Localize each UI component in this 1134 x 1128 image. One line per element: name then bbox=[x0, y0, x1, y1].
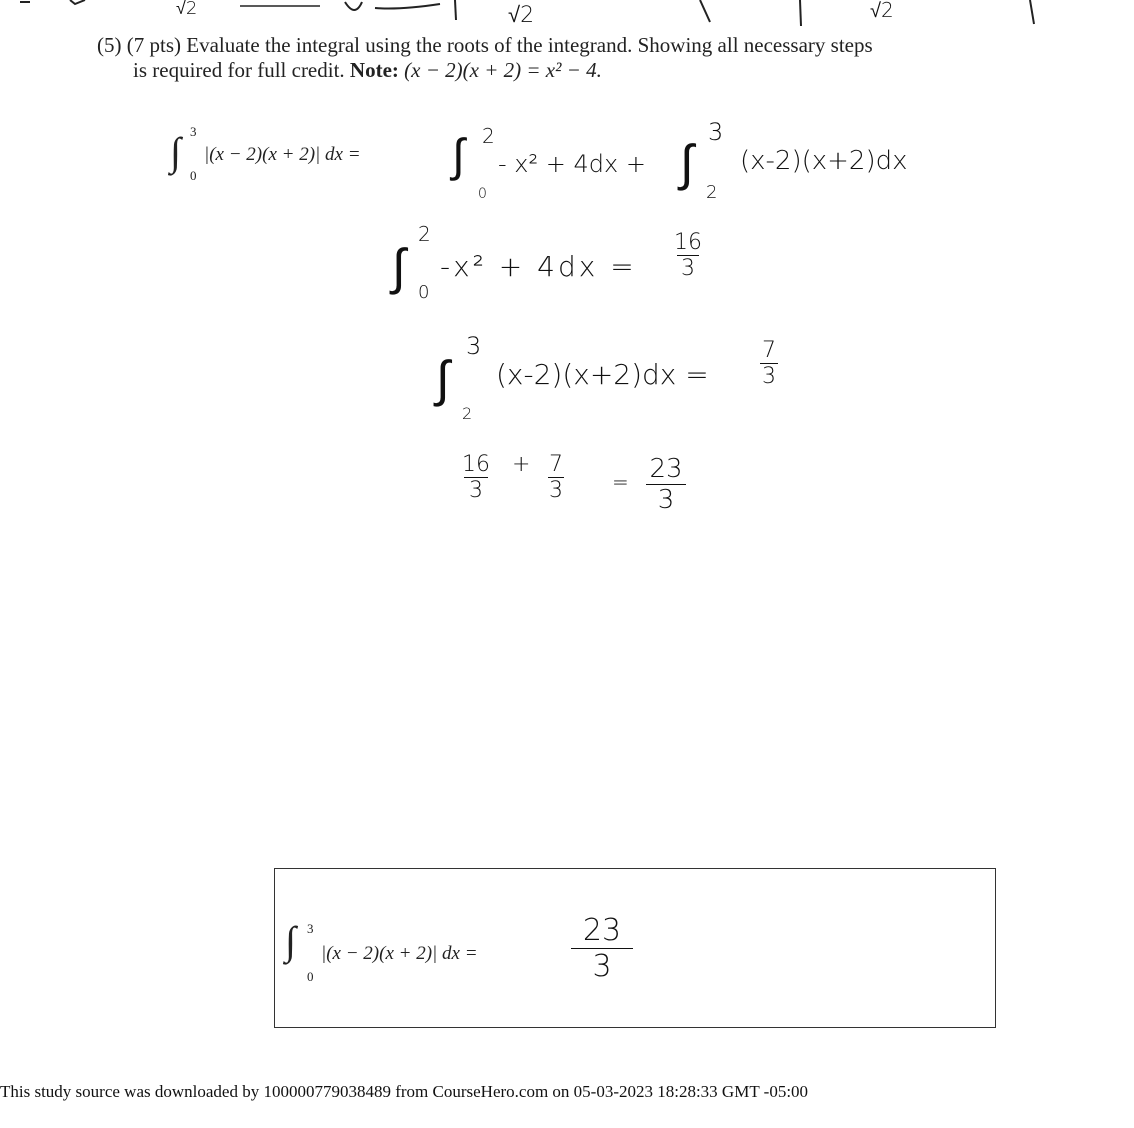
work1-a-body: - x² + 4dx + bbox=[498, 150, 646, 178]
work1-a-lower: 0 bbox=[478, 186, 487, 202]
work4-frac-a bbox=[462, 452, 490, 503]
problem-number: (5) bbox=[97, 33, 122, 57]
work4-b-num: 7 bbox=[549, 452, 563, 477]
work3-result bbox=[760, 338, 778, 389]
work1-integral-b: ∫ bbox=[680, 134, 694, 192]
work2-result-den: 3 bbox=[681, 256, 695, 281]
work2-body: -x² + 4dx = bbox=[440, 250, 637, 283]
work1-a-upper: 2 bbox=[482, 124, 495, 148]
integral-lower: 0 bbox=[190, 168, 197, 183]
answer-box bbox=[274, 868, 996, 1028]
problem-text-2: is required for full credit. bbox=[133, 58, 345, 82]
problem-statement-line2 bbox=[133, 58, 602, 83]
answer-integral-sign: ∫ bbox=[285, 918, 296, 963]
work2-lower: 0 bbox=[418, 282, 430, 303]
work2-result-num: 16 bbox=[674, 230, 702, 255]
work4-a-num: 16 bbox=[462, 452, 490, 477]
work1-b-upper: 3 bbox=[708, 118, 724, 146]
scrap-sqrt-right: √2 bbox=[870, 0, 894, 22]
work3-result-num: 7 bbox=[762, 338, 776, 363]
download-footer: This study source was downloaded by 100000779038489 from CourseHero.com on 05-03-2023 18:28:33 GMT -05:00 bbox=[0, 1082, 809, 1101]
work4-b-den: 3 bbox=[549, 478, 563, 503]
answer-integrand: |(x − 2)(x + 2)| dx = bbox=[321, 943, 478, 964]
work4-result-den: 3 bbox=[657, 485, 675, 515]
note-label: Note: bbox=[349, 58, 399, 82]
work2-upper: 2 bbox=[418, 222, 431, 246]
work2-result bbox=[674, 230, 702, 281]
problem-text-1: Evaluate the integral using the roots of the integrand. Showing all necessary steps bbox=[186, 33, 873, 57]
work3-upper: 3 bbox=[466, 332, 482, 360]
scrap-sqrt-left: √2 bbox=[176, 0, 198, 19]
integral-upper: 3 bbox=[190, 124, 197, 139]
work1-integral-a: ∫ bbox=[452, 128, 465, 182]
work1-b-lower: 2 bbox=[706, 182, 718, 203]
answer-result bbox=[571, 913, 633, 984]
work4-frac-b bbox=[548, 452, 564, 503]
work4-result-num: 23 bbox=[649, 454, 683, 484]
work3-lower: 2 bbox=[462, 404, 473, 423]
scrap-strokes bbox=[0, 0, 1134, 30]
work4-result bbox=[646, 454, 686, 515]
answer-num: 23 bbox=[582, 913, 622, 948]
answer-upper: 3 bbox=[307, 921, 314, 936]
work3-body: (x-2)(x+2)dx = bbox=[496, 358, 709, 391]
work3-result-den: 3 bbox=[762, 364, 776, 389]
problem-points: (7 pts) bbox=[126, 33, 181, 57]
scrap-sqrt-middle: √2 bbox=[508, 3, 535, 28]
answer-lower: 0 bbox=[307, 969, 314, 984]
work2-integral: ∫ bbox=[392, 238, 406, 296]
integral-integrand: |(x − 2)(x + 2)| dx = bbox=[204, 144, 361, 165]
integral-sign: ∫ bbox=[170, 129, 181, 174]
work3-integral: ∫ bbox=[436, 350, 450, 408]
problem-statement-line1 bbox=[97, 33, 873, 58]
answer-den: 3 bbox=[592, 949, 612, 984]
work1-b-body: (x-2)(x+2)dx bbox=[740, 146, 908, 176]
work4-plus: + bbox=[512, 452, 531, 477]
note-text: (x − 2)(x + 2) = x² − 4. bbox=[404, 58, 602, 82]
work4-equals: = bbox=[612, 470, 629, 494]
work4-a-den: 3 bbox=[469, 478, 483, 503]
